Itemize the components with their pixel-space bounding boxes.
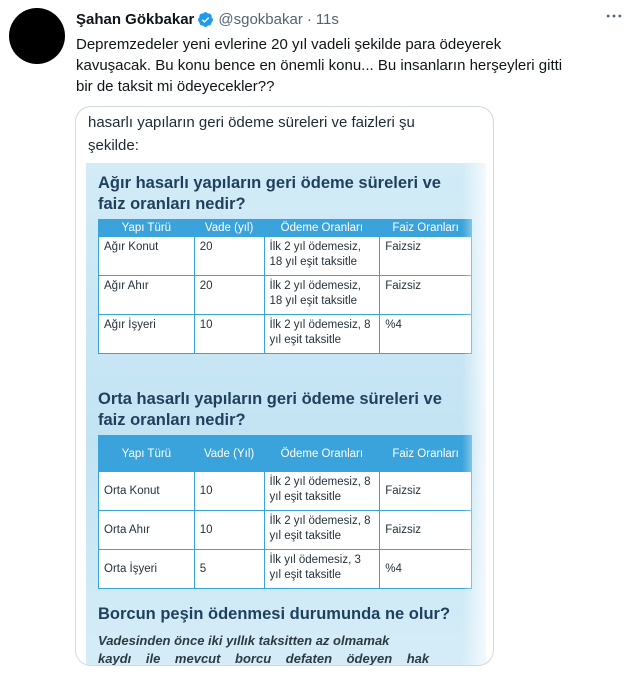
table-cell: Ağır Ahır — [99, 276, 195, 315]
intro-line: şekilde: — [88, 137, 139, 154]
tweet-text-line: bir de taksit mi ödeyecekler?? — [76, 78, 275, 95]
separator-dot: · — [306, 10, 312, 28]
prepayment-text — [98, 632, 429, 666]
author-name[interactable]: Şahan Gökbakar — [76, 10, 195, 28]
table-cell: %4 — [380, 550, 472, 589]
timestamp[interactable]: 11s — [315, 10, 339, 28]
section-title-line: Orta hasarlı yapıların geri ödeme süreleri ve — [98, 390, 442, 408]
tweet-text-line: Depremzedeler yeni evlerine 20 yıl vadeli şekilde para ödeyerek — [76, 36, 502, 53]
prepayment-text-line: kaydı ile mevcut borcu defaten ödeyen hak — [98, 651, 430, 666]
table-row — [99, 472, 472, 511]
table-cell: 10 — [194, 315, 264, 354]
section-title-medium — [98, 389, 442, 431]
author-handle[interactable]: @sgokbakar — [218, 10, 303, 28]
table-header: Vade (yıl) — [194, 220, 264, 237]
section-title-heavy — [98, 173, 441, 215]
section-title-line: Ağır hasarlı yapıların geri ödeme süreleri ve — [98, 174, 441, 192]
table-cell: 10 — [194, 472, 264, 511]
avatar[interactable] — [9, 8, 65, 64]
table-header: Yapı Türü — [99, 220, 195, 237]
table-header: Ödeme Oranları — [264, 436, 380, 472]
medium-damage-table — [98, 435, 472, 589]
table-cell: İlk 2 yıl ödemesiz, 8 yıl eşit taksitle — [264, 511, 380, 550]
table-cell: 20 — [194, 237, 264, 276]
table-cell: İlk yıl ödemesiz, 3 yıl eşit taksitle — [264, 550, 380, 589]
info-panel — [86, 163, 486, 666]
tweet-header — [76, 9, 628, 29]
section-title-line: faiz oranları nedir? — [98, 411, 246, 429]
table-cell: Ağır İşyeri — [99, 315, 195, 354]
table-header: Faiz Oranları — [380, 220, 472, 237]
verified-badge-icon — [197, 11, 214, 28]
table-cell: İlk 2 yıl ödemesiz, 8 yıl eşit taksitle — [264, 315, 380, 354]
table-cell: İlk 2 yıl ödemesiz, 18 yıl eşit taksitle — [264, 276, 380, 315]
table-cell: Orta Konut — [99, 472, 195, 511]
section-title-line: faiz oranları nedir? — [98, 195, 246, 213]
tweet-text — [76, 34, 624, 97]
table-row — [99, 276, 472, 315]
table-cell: Faizsiz — [380, 511, 472, 550]
table-row — [99, 550, 472, 589]
table-cell: Faizsiz — [380, 237, 472, 276]
table-cell: İlk 2 yıl ödemesiz, 8 yıl eşit taksitle — [264, 472, 380, 511]
image-intro-text — [88, 111, 415, 157]
table-cell: %4 — [380, 315, 472, 354]
heavy-damage-table — [98, 219, 472, 354]
table-cell: İlk 2 yıl ödemesiz, 18 yıl eşit taksitle — [264, 237, 380, 276]
table-header: Vade (Yıl) — [194, 436, 264, 472]
table-cell: Orta Ahır — [99, 511, 195, 550]
table-cell: Ağır Konut — [99, 237, 195, 276]
table-cell: Orta İşyeri — [99, 550, 195, 589]
section-title-prepayment: Borcun peşin ödenmesi durumunda ne olur? — [98, 605, 451, 623]
table-cell: 10 — [194, 511, 264, 550]
table-row — [99, 511, 472, 550]
table-header-row — [99, 220, 472, 237]
table-cell: Faizsiz — [380, 276, 472, 315]
table-cell: 5 — [194, 550, 264, 589]
more-horizontal-icon[interactable] — [602, 6, 626, 26]
tweet-media-image[interactable] — [75, 106, 494, 666]
intro-line: hasarlı yapıların geri ödeme süreleri ve faizleri şu — [88, 114, 415, 131]
table-header: Ödeme Oranları — [264, 220, 380, 237]
prepayment-text-line: Vadesinden önce iki yıllık taksitten az olmamak — [98, 633, 390, 648]
table-header: Yapı Türü — [99, 436, 195, 472]
table-header-row — [99, 436, 472, 472]
tweet-text-line: kavuşacak. Bu konu bence en önemli konu... Bu insanların herşeyleri gitti — [76, 57, 563, 74]
table-row — [99, 237, 472, 276]
table-header: Faiz Oranları — [380, 436, 472, 472]
table-cell: 20 — [194, 276, 264, 315]
table-row — [99, 315, 472, 354]
table-cell: Faizsiz — [380, 472, 472, 511]
